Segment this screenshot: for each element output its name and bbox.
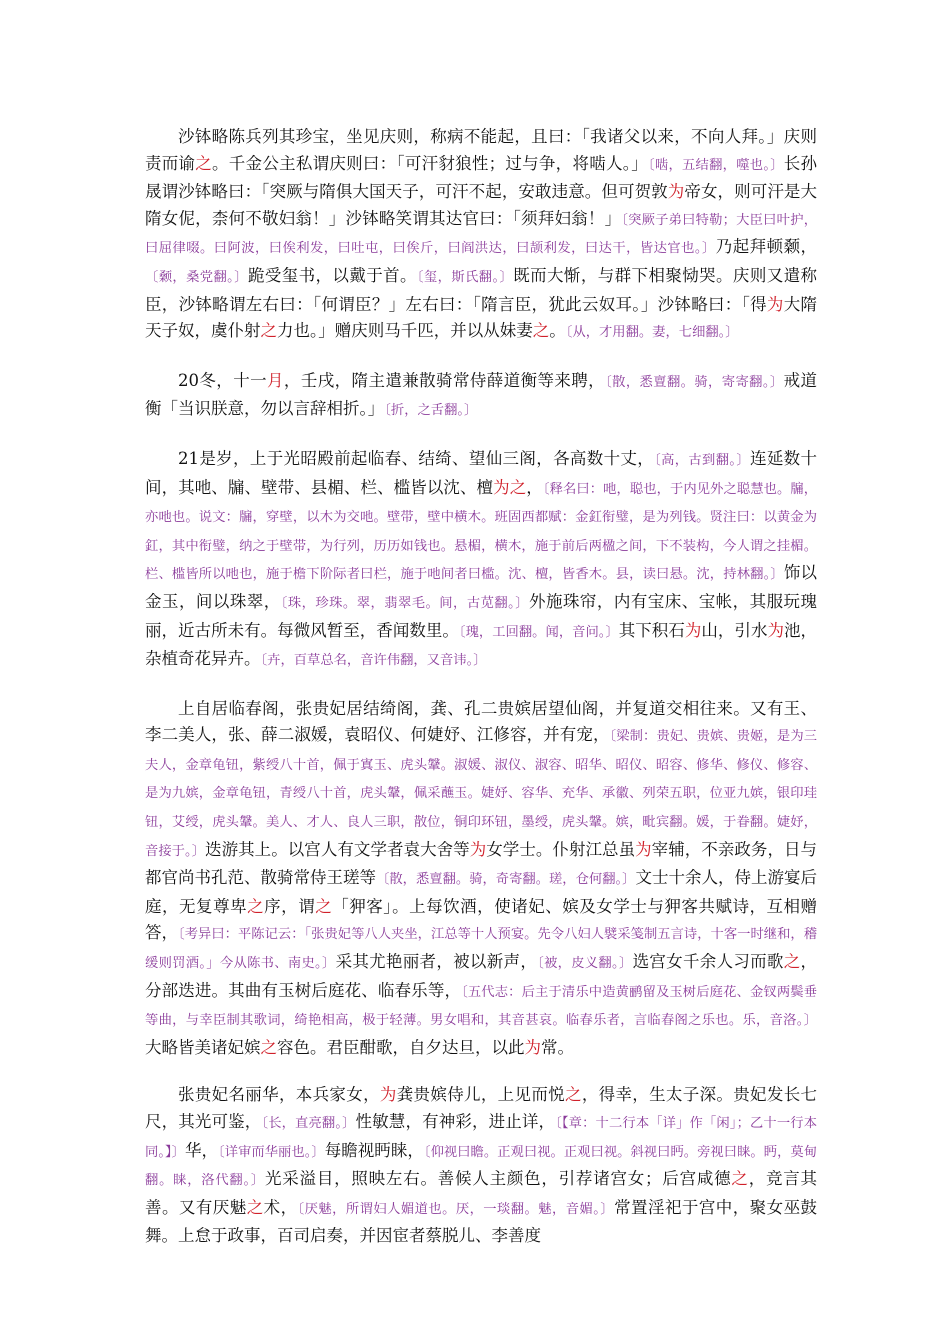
text-run: 华，: [185, 1140, 219, 1160]
text-run: 光采溢目，照映左右。善候人主颜色，引荐诸宫女；后宫咸德: [265, 1169, 732, 1189]
text-run: 龚贵嫔侍儿，上见而悦: [396, 1085, 565, 1105]
commentary-note: 〔从，才用翻。妻，七细翻。〕: [565, 325, 739, 341]
text-run: ，壬戌，隋主遣兼散骑常侍薛道衡等来聘，: [283, 370, 606, 390]
paragraph-3: [145, 446, 817, 675]
highlighted-char: 之: [260, 1037, 277, 1057]
highlighted-char: 之: [247, 896, 265, 916]
text-run: 。千金公主私谓庆则曰：「可汗豺狼性；过与争，将啮人。」: [212, 153, 648, 173]
commentary-note: 〔瑰，工回翻。闻，音问。〕: [458, 624, 619, 640]
commentary-note: 〔详审而华丽也。〕: [218, 1144, 325, 1160]
text-run: 宰辅，不亲政务，日与都官尚书孔范、散骑常侍王瑳等: [145, 839, 818, 888]
text-run: 池，杂植奇花异卉。: [145, 620, 818, 669]
commentary-note: 〔卉，百草总名，音许伟翻，又音讳。〕: [260, 653, 487, 669]
commentary-note: 〔仰视曰瞻。正观曰视。正观曰视。斜视曰眄。旁视曰睐。眄，莫甸翻。睐，洛代翻。〕: [145, 1144, 818, 1189]
highlighted-char: 之: [564, 1085, 582, 1105]
highlighted-char: 为: [767, 620, 785, 640]
text-run: 山，引水: [701, 620, 768, 640]
highlighted-char: 为: [667, 182, 685, 202]
commentary-note: 〔高，古到翻。〕: [654, 452, 750, 468]
text-run: 帝女，则可汗是大隋女伲，柰何不敬妇翁！」沙钵略笑谓其达官曰：「须拜妇翁！」: [145, 182, 817, 228]
text-run: 女学士。仆射江总虽: [486, 839, 636, 859]
text-run: 每瞻视眄睐，: [324, 1140, 424, 1160]
commentary-note: 〔颡，桑党翻。〕: [145, 269, 248, 285]
highlighted-char: 为: [766, 294, 784, 314]
text-run: 选宫女千余人习而歌: [632, 952, 784, 972]
commentary-note: 〔突厥子弟曰特勒；大臣曰叶护，曰屈律啜。曰阿波，曰俟利发，曰吐屯，曰俟斤，曰阎洪达，曰颉利发，曰达干，皆达官也。〕: [145, 212, 817, 257]
text-run: 20冬，十一: [178, 370, 268, 390]
text-run: 跪受玺书，以戴于首。: [247, 265, 417, 285]
text-run: ，: [526, 477, 543, 497]
text-run: 力也。」赠庆则马千匹，并以从妹妻: [277, 321, 533, 341]
text-run: 大略皆美诸妃嫔: [145, 1037, 261, 1057]
commentary-note: 〔啮，五结翻，噬也。〕: [647, 157, 784, 173]
highlighted-char: 为: [684, 620, 702, 640]
text-run: 连延数十间，其吔、牖、壁带、县楣、栏、槛皆以沈、檀: [145, 448, 818, 497]
document-body: [145, 124, 817, 1271]
text-run: 长孙晟谓沙钵略曰：「突厥与隋俱大国天子，可汗不起，安敢违意。但可贺敦: [145, 153, 818, 202]
highlighted-char: 之: [260, 321, 277, 341]
commentary-note: 〔长，直亮翻。〕: [261, 1116, 356, 1131]
text-run: 上自居临春阁，张贵妃居结绮阁，龚、孔二贵嫔居望仙阁，并复道交相往来。又有王、李二美人，张、薛二淑媛，袁昭仪、何婕妤、江修容，并有宠，: [145, 698, 817, 745]
text-run: 其下积石: [618, 620, 685, 640]
highlighted-char: 之: [195, 153, 213, 173]
highlighted-char: 为: [469, 839, 487, 859]
commentary-note: 〔珠，珍珠。翠，翡翠毛。间，古苋翻。〕: [280, 595, 529, 611]
commentary-note: 〔折，之舌翻。〕: [384, 403, 478, 419]
paragraph-1: [145, 124, 817, 347]
commentary-note: 〔玺，斯氏翻。〕: [416, 269, 514, 285]
text-run: 大隋天子奴，虞仆射: [145, 294, 818, 341]
text-run: 21是岁，上于光昭殿前起临春、结绮、望仙三阁，各高数十丈，: [178, 448, 655, 468]
text-run: 文士十余人，侍上游宴后庭，无复尊卑: [145, 868, 818, 916]
commentary-note: 〔五代志：后主于清乐中造黄鹂留及玉树后庭花、金钗两鬓垂等曲，与幸臣制其歌词，绮艳相高，极于轻薄。男女唱和，其音甚哀。临春乐者，言临春阁之乐也。乐，音洛。〕: [145, 984, 817, 1029]
commentary-note: 〔释名曰：吔，聪也，于内见外之聪慧也。牖，亦吔也。说文：牖，穿壁，以木为交吔。壁带，壁中横木。班固西都赋：金釭衔璧，是为列钱。贤注曰：以黄金为釭，其中衔璧，纳之于壁带，为行列，历历如钱也。悬楣，横木，施于前后两楹之间，下不装构，今人谓之挂楣。栏、槛皆所以吔也，施于檐下阶际者曰栏，施于吔间者曰槛。沈、檀，皆香木。县，读曰悬。沈，持林翻。〕: [145, 481, 818, 583]
text-run: 常置淫祀于宫中，聚女巫鼓舞。上怠于政事，百司启奏，并因宦者蔡脱儿、李善度: [145, 1197, 818, 1246]
commentary-note: 〔散，悉亶翻。骑，奇寄翻。瑳，仓何翻。〕: [376, 872, 636, 888]
text-run: 常。: [541, 1037, 574, 1057]
text-run: 「狎客」。上每饮酒，使诸妃、嫔及女学士与狎客共赋诗，互相赠答，: [145, 896, 818, 943]
highlighted-char: 月: [267, 370, 284, 390]
text-run: ，分部迭进。其曲有玉树后庭花、临春乐等，: [145, 952, 818, 1000]
text-run: 迭游其上。以宫人有文学者袁大舍等: [205, 839, 470, 859]
text-run: 性敏慧，有神彩，进止详，: [355, 1112, 556, 1131]
commentary-note: 〔【章：十二行本「详」作「闲」；乙十一行本同。】〕: [145, 1116, 818, 1160]
text-run: 容色。君臣酣歌，自夕达旦，以此: [277, 1037, 525, 1057]
commentary-note: 〔厌魅，所谓妇人媚道也。厌，一琰翻。魅，音媚。〕: [297, 1201, 615, 1217]
paragraph-5: [145, 1082, 817, 1250]
highlighted-char: 为: [379, 1085, 397, 1105]
highlighted-char: 之: [783, 952, 801, 972]
text-run: 张贵妃名丽华，本兵家女，: [178, 1085, 380, 1105]
paragraph-4: [145, 696, 817, 1062]
text-run: 沙钵略陈兵列其珍宝，坐见庆则，称病不能起，且曰：「我诸父以来，不向人拜。」庆则责而谕: [145, 127, 817, 173]
highlighted-char: 之: [315, 896, 333, 916]
highlighted-char: 之: [731, 1169, 749, 1189]
text-run: 既而大惭，与群下相聚恸哭。庆则又遣称臣，沙钵略谓左右曰：「何谓臣？」左右曰：「隋言臣，犹此云奴耳。」沙钵略曰：「得: [145, 265, 818, 314]
highlighted-char: 为: [493, 477, 510, 497]
text-run: 序，谓: [264, 896, 316, 916]
highlighted-char: 之: [246, 1197, 264, 1217]
text-run: 戒道衡「当识朕意，勿以言辞相折。」: [145, 370, 818, 419]
commentary-note: 〔考异曰：平陈记云：「张贵妃等八人夹坐，江总等十人预宴。先令八妇人襞采笺制五言诗，十客一时继和，稽缓则罚酒。」今从陈书、南史。〕: [145, 927, 817, 972]
text-run: 乃起拜顿颡，: [715, 237, 818, 257]
text-run: 术，: [263, 1197, 298, 1217]
text-run: 采其尤艳丽者，被以新声，: [335, 952, 538, 972]
commentary-note: 〔梁制：贵妃、贵嫔、贵姬，是为三夫人，金章龟钮，紫绶八十首，佩于寘玉、虎头鞶。淑媛、淑仪、淑容、昭华、昭仪、昭容、修华、修仪、修容、是为九嫔，金章龟钮，青绶八十首，虎头鞶，佩采蘸玉。婕妤、容华、充华、承徽、列荣五职，位亚九嫔，银印珪钮，艾绶，虎头鞶。美人、才人、良人三职，散位，铜印环钮，墨绶，虎头鞶。嫔，毗宾翻。媛，于眷翻。婕妤，音接于。〕: [145, 729, 818, 859]
text-run: 饰以金玉，间以珠翠，: [145, 563, 817, 611]
highlighted-char: 为: [524, 1037, 541, 1057]
text-run: 外施珠帘，内有宝床、宝帐，其服玩瑰丽，近古所未有。每微风暂至，香闻数里。: [145, 591, 817, 640]
text-run: 。: [549, 321, 566, 341]
commentary-note: 〔被，皮义翻。〕: [537, 956, 633, 972]
paragraph-2: [145, 368, 817, 425]
text-run: ，得幸，生太子深。贵妃发长七尺，其光可鉴，: [145, 1085, 818, 1131]
text-run: ，竞言其善。又有厌魅: [145, 1169, 818, 1217]
highlighted-char: 之: [509, 477, 527, 497]
commentary-note: 〔散，悉亶翻。骑，寄寄翻。〕: [605, 374, 784, 390]
highlighted-char: 之: [532, 321, 550, 341]
highlighted-char: 为: [635, 839, 652, 859]
